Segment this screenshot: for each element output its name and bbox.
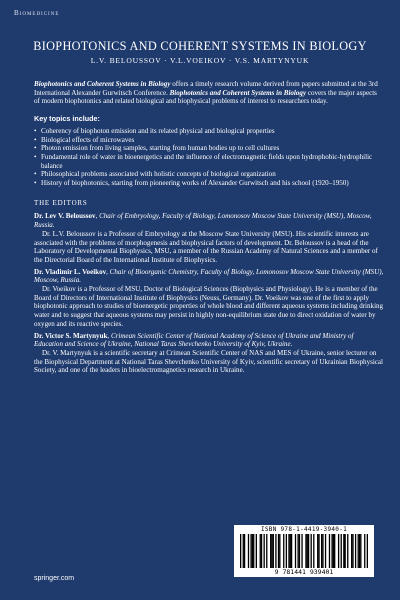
bullet-icon: • (34, 126, 37, 135)
editor-entry-beloussov (34, 212, 384, 264)
barcode-bar (270, 534, 271, 568)
topics-heading: Key topics include: (34, 114, 100, 124)
barcode-bar (299, 534, 300, 568)
editor-bio: Dr. V. Martynyuk is a scientific secretary at Crimean Scientific Center of NAS and MES of Ukraine, senior lecturer on the Biophysical Department at National Taras Shevchenko University of Kyiv, scientific secretary of Ukrainian Biophysical Society, and one of the leaders in bioelectromagnetics research in Ukraine. (34, 348, 384, 375)
topic-item (34, 179, 384, 188)
barcode-bar (341, 534, 342, 568)
editor-name: Dr. Victor S. Martynyuk (34, 331, 108, 340)
editor-affiliation: , Chair of Embryology, Faculty of Biology, Lomonosov Moscow State University (MSU), Moscow, Russia. (34, 212, 372, 230)
topic-item (34, 127, 384, 136)
barcode-bar (248, 534, 249, 568)
editor-lead (34, 212, 384, 229)
editor-bio: Dr. Voeikov is a Professor of MSU, Doctor of Biological Sciences (Biophysics and Physiology). He is a member of the Board of Directors of International Institute of Biophysics (Neuss, Germany). Dr. Voeikov was one of the first to apply biophotonic approach to studies of bioenergetic properties of whole blood and different aqueous systems including drinking water and to suggest that aqueous systems may persist in highly non-equilibrium state due to direct oxidation of water by oxygen and its reactive species. (34, 285, 384, 328)
editor-lead (34, 268, 384, 285)
topic-text: Photon emission from living samples, starting from human bodies up to cell cultures (41, 144, 280, 153)
intro-title-emphasis: Biophotonics and Coherent Systems in Biology (34, 80, 171, 88)
topic-item (34, 144, 384, 153)
barcode-bar (338, 534, 339, 568)
barcode-bar (358, 534, 359, 568)
editor-affiliation: , Chair of Bioorganic Chemistry, Faculty of Biology, Lomonosov Moscow State University (MSU), Moscow, Russia. (34, 267, 384, 285)
barcode-bar (256, 534, 257, 568)
topic-text: Fundamental role of water in bioenergetics and the influence of electromagnetic fields upon hydrophobic-hydrophilic balance (41, 152, 373, 170)
barcode-bar (322, 534, 323, 568)
barcode-bar (291, 534, 292, 568)
barcode-bar (359, 534, 360, 568)
barcode-bar (273, 534, 274, 568)
publisher-url: springer.com (34, 575, 75, 582)
barcode-bar (278, 534, 279, 568)
barcode-bar (334, 534, 335, 568)
barcode-bar (253, 534, 254, 568)
barcode-bar (295, 534, 296, 568)
intro-text-2: covers the major aspects of modern biophotonics and related biological and biophysical problems of interest to researchers today. (34, 88, 377, 106)
editor-entry-martynyuk (34, 332, 384, 376)
barcode-bar (250, 534, 251, 568)
barcode-bar (275, 534, 276, 568)
barcode-bar (308, 534, 309, 568)
topic-item (34, 136, 384, 145)
barcode-bar (318, 534, 319, 568)
topic-text: History of biophotonics, starting from pioneering works of Alexander Gurwitsch and his school (1920–1950) (41, 179, 349, 188)
bullet-icon: • (34, 152, 37, 161)
book-title: BIOPHOTONICS AND COHERENT SYSTEMS IN BIOLOGY (33, 39, 367, 53)
intro-title-emphasis-2: Biophotonics and Coherent Systems in Biology (169, 88, 307, 97)
topic-text: Philosophical problems associated with holistic concepts of biological organization (41, 170, 276, 179)
barcode-bar (352, 534, 353, 568)
topics-list (34, 127, 384, 188)
barcode-bar (283, 534, 284, 568)
intro-paragraph (34, 80, 384, 106)
editor-affiliation: , Crimean Scientific Center of National Academy of Science of Ukraine and Ministry of Education and Science of Ukraine, National Taras Shevchenko University of Kyiv, Ukraine. (34, 331, 354, 349)
barcode-bar (364, 534, 365, 568)
barcode-bar (355, 534, 356, 568)
barcode-bar (347, 534, 348, 568)
barcode-bar (290, 534, 291, 568)
barcode-bar (252, 534, 253, 568)
editor-bio: Dr. L.V. Beloussov is a Professor of Embryology at the Moscow State University (MSU). His scientific interests are associated with the problems of morphogenesis and biophysical factors of development. Dr. Beloussov is a head of the Laboratory of Developmental Biophysics, MSU, a member of the Russian Academy of Natural Sciences and a member of the Directorial Board of the International Institute of Biophysics. (34, 229, 378, 264)
barcode-bar (317, 534, 318, 568)
bullet-icon: • (34, 144, 37, 153)
topic-item (34, 170, 384, 179)
barcode-bar (286, 534, 287, 568)
barcode-bar (266, 534, 267, 568)
intro-text-1: offers a timely research volume derived from papers submitted at the 3rd International Alexander Gurwitsch Conference. (34, 80, 378, 97)
editors-heading: THE EDITORS (34, 198, 88, 207)
barcode-bar (244, 534, 245, 568)
barcode-bar (331, 534, 332, 568)
barcode-bar (240, 534, 241, 568)
barcode-bar (288, 534, 289, 568)
barcode-bar (344, 534, 345, 568)
barcode-bar (311, 534, 312, 568)
bullet-icon: • (34, 170, 37, 179)
barcode-bar (333, 534, 334, 568)
barcode-bar (305, 534, 306, 568)
series-label: Biomedicine (14, 9, 60, 17)
barcode-bar (260, 534, 261, 568)
editor-lead (34, 332, 384, 349)
barcode-bar (301, 534, 302, 568)
barcode-image (240, 534, 368, 568)
editor-name: Dr. Vladimir L. Voeikov (34, 267, 107, 276)
topic-text: Coherency of biophoton emission and its related physical and biological properties (41, 126, 275, 135)
barcode-bar (343, 534, 344, 568)
barcode-bar (307, 534, 308, 568)
bullet-icon: • (34, 135, 37, 144)
barcode-bar (313, 534, 314, 568)
barcode-bar (264, 534, 265, 568)
isbn-barcode-box (234, 525, 374, 577)
topic-text: Biological effects of microwaves (41, 135, 135, 144)
bullet-icon: • (34, 179, 37, 188)
barcode-bar (297, 534, 298, 568)
isbn-text: ISBN 978-1-4419-3940-1 (260, 526, 348, 533)
book-authors: L.V. BELOUSSOV · V.L.VOEIKOV · V.S. MARTYNYUK (90, 56, 310, 65)
barcode-number: 9 781441 939401 (274, 568, 334, 576)
editor-entry-voeikov (34, 268, 384, 329)
barcode-bar (321, 534, 322, 568)
barcode-bar (367, 534, 368, 568)
barcode-bar (325, 534, 326, 568)
barcode-bar (243, 534, 244, 568)
barcode-bar (261, 534, 262, 568)
barcode-bar (279, 534, 280, 568)
topic-item (34, 153, 384, 170)
barcode-bar (329, 534, 330, 568)
barcode-bar (351, 534, 352, 568)
barcode-bar (271, 534, 272, 568)
barcode-bar (360, 534, 361, 568)
editor-name: Dr. Lev V. Beloussov (34, 212, 96, 221)
back-cover-content (34, 80, 384, 378)
